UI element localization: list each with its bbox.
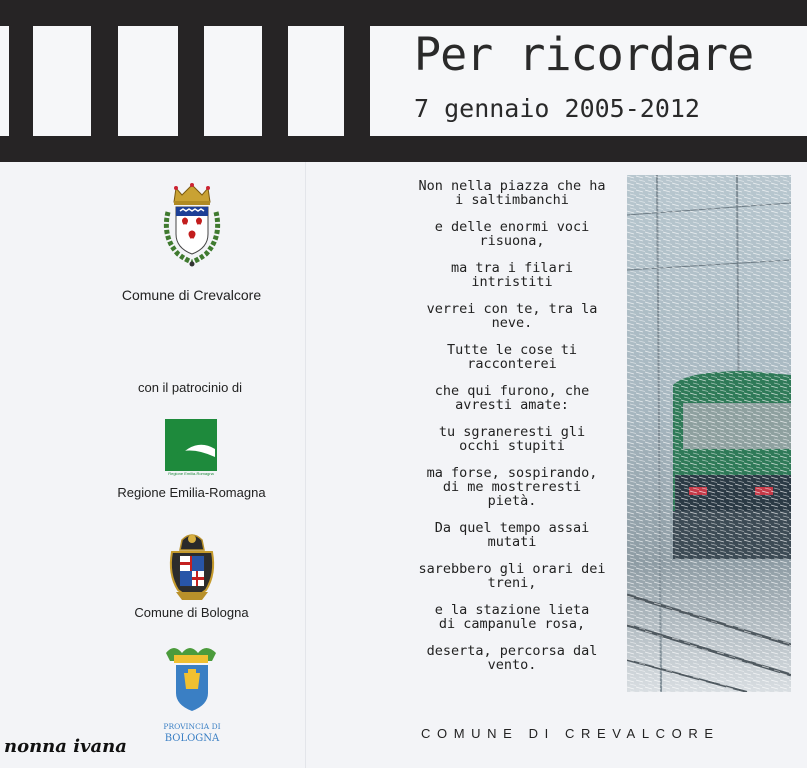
poem-line: avresti amate: <box>455 397 569 413</box>
film-frame <box>118 26 178 136</box>
poem-line: di campanule rosa, <box>438 616 586 632</box>
footer-text: COMUNE DI CREVALCORE <box>421 726 720 741</box>
bologna-coat-of-arms <box>166 530 218 604</box>
poem-line: verrei con te, tra la <box>426 301 598 317</box>
emilia-romagna-label: Regione Emilia-Romagna <box>117 485 266 500</box>
emilia-logo-caption: Regione Emilia-Romagna <box>168 471 214 476</box>
poem-line: racconterei <box>467 356 557 372</box>
poem-stanza <box>400 425 624 453</box>
poem-line: neve. <box>491 315 533 331</box>
poem-stanza <box>400 562 624 590</box>
title-panel <box>370 26 807 136</box>
poem <box>400 179 624 685</box>
film-frame <box>204 26 262 136</box>
poem-stanza <box>400 261 624 289</box>
film-frame <box>288 26 344 136</box>
train-photo <box>627 175 791 692</box>
poem-stanza <box>400 644 624 672</box>
poem-stanza <box>400 179 624 207</box>
poem-line: sarebbero gli orari dei <box>418 561 606 577</box>
poem-line: mutati <box>487 534 537 550</box>
poem-line: ma tra i filari <box>451 260 573 276</box>
poem-line: di me mostreresti <box>442 479 582 495</box>
provincia-logo-line2: BOLOGNA <box>164 733 220 744</box>
poem-line: Da quel tempo assai <box>434 520 590 536</box>
poem-stanza <box>400 343 624 371</box>
page-subtitle: 7 gennaio 2005-2012 <box>414 94 700 123</box>
poem-line: tu sgraneresti gli <box>438 424 586 440</box>
emilia-romagna-logo <box>165 419 217 477</box>
crevalcore-coat-of-arms <box>158 182 226 270</box>
poem-line: i saltimbanchi <box>455 192 569 208</box>
patronage-label: con il patrocinio di <box>137 380 243 395</box>
poem-stanza <box>400 603 624 631</box>
signature: nonna ivana <box>4 736 127 757</box>
poem-line: pietà. <box>487 493 537 509</box>
film-frame <box>0 26 9 136</box>
poem-line: e la stazione lieta <box>434 602 590 618</box>
poem-line: ma forse, sospirando, <box>426 465 598 481</box>
page-title: Per ricordare <box>414 28 754 81</box>
poem-line: Tutte le cose ti <box>446 342 578 358</box>
poem-line: vento. <box>487 657 537 673</box>
film-strip-header <box>0 0 807 162</box>
poem-stanza <box>400 466 624 508</box>
poem-stanza <box>400 521 624 549</box>
page-fold <box>305 162 306 768</box>
poem-stanza <box>400 302 624 330</box>
bologna-label: Comune di Bologna <box>134 605 249 620</box>
poem-stanza <box>400 384 624 412</box>
poem-line: e delle enormi voci <box>434 219 590 235</box>
film-frame <box>33 26 91 136</box>
poem-line: occhi stupiti <box>459 438 565 454</box>
poem-line: treni, <box>487 575 537 591</box>
poem-line: risuona, <box>479 233 545 249</box>
poem-line: deserta, percorsa dal <box>426 643 598 659</box>
poem-stanza <box>400 220 624 248</box>
poem-line: intristiti <box>471 274 553 290</box>
poem-line: che qui furono, che <box>434 383 590 399</box>
poem-line: Non nella piazza che ha <box>418 178 606 194</box>
crevalcore-label: Comune di Crevalcore <box>121 287 262 303</box>
provincia-logo-line1: PROVINCIA DI <box>163 722 221 731</box>
provincia-bologna-logo <box>160 643 224 746</box>
